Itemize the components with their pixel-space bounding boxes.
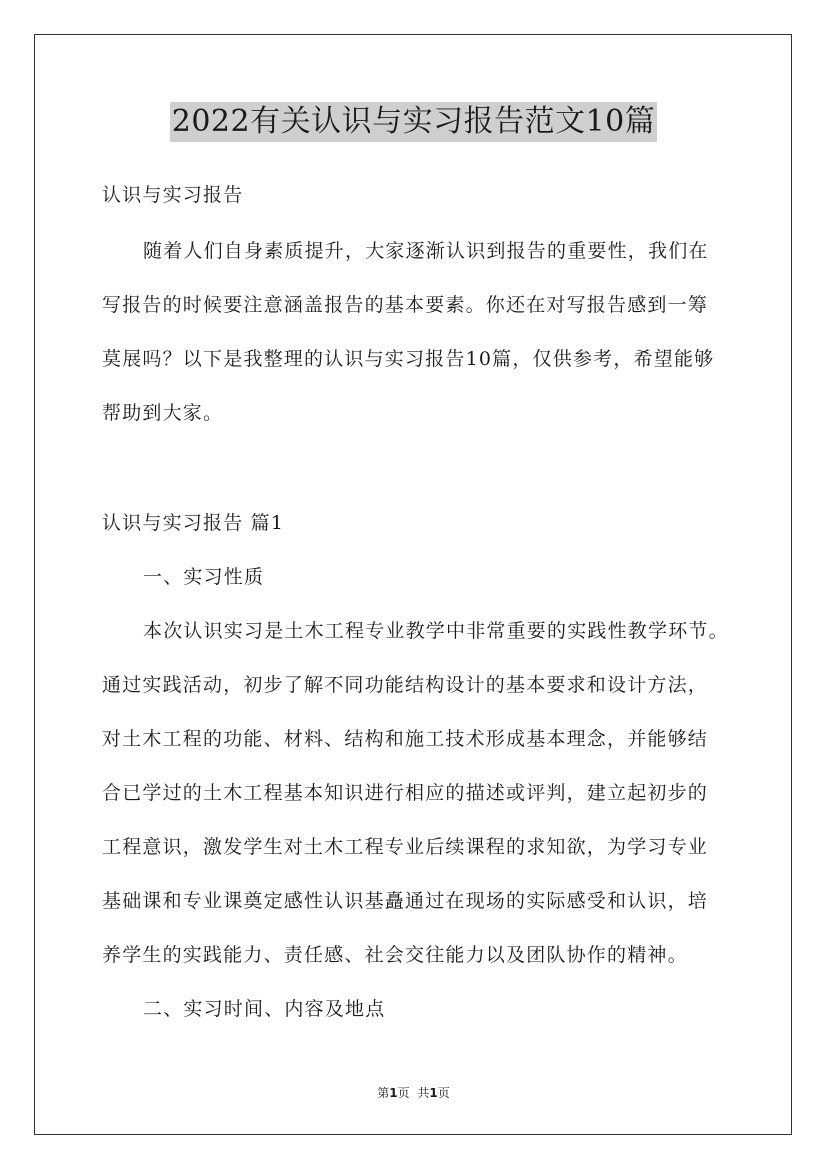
page-footer [0,1084,827,1101]
section-heading: 认识与实习报告 篇1 [102,512,285,534]
subsection-heading: 二、实习时间、内容及地点 [143,998,386,1020]
total-pages: 1 [429,1086,438,1100]
body-line: 工程意识，激发学生对土木工程专业后续课程的求知欲，为学习专业 [102,836,709,858]
title-container [0,102,827,142]
total-label-suffix: 页 [437,1086,450,1100]
intro-heading: 认识与实习报告 [102,184,244,206]
intro-line: 随着人们自身素质提升，大家逐渐认识到报告的重要性，我们在 [143,240,709,262]
page-label-prefix: 第 [377,1086,390,1100]
document-title: 2022有关认识与实习报告范文10篇 [170,102,658,142]
body-line: 本次认识实习是土木工程专业教学中非常重要的实践性教学环节。 [143,620,729,642]
total-label-prefix: 共 [417,1086,430,1100]
body-line: 养学生的实践能力、责任感、社会交往能力以及团队协作的精神。 [102,944,688,966]
body-line: 基础课和专业课奠定感性认识基矗通过在现场的实际感受和认识，培 [102,890,709,912]
body-line: 合已学过的土木工程基本知识进行相应的描述或评判，建立起初步的 [102,782,709,804]
subsection-heading: 一、实习性质 [143,566,265,588]
intro-line: 莫展吗？以下是我整理的认识与实习报告10篇，仅供参考，希望能够 [102,348,715,370]
page-label-suffix: 页 [397,1086,410,1100]
intro-line: 帮助到大家。 [102,402,224,424]
intro-line: 写报告的时候要注意涵盖报告的基本要素。你还在对写报告感到一筹 [102,294,709,316]
page-number: 1 [389,1086,398,1100]
body-line: 对土木工程的功能、材料、结构和施工技术形成基本理念，并能够结 [102,728,709,750]
body-line: 通过实践活动，初步了解不同功能结构设计的基本要求和设计方法， [102,674,709,696]
